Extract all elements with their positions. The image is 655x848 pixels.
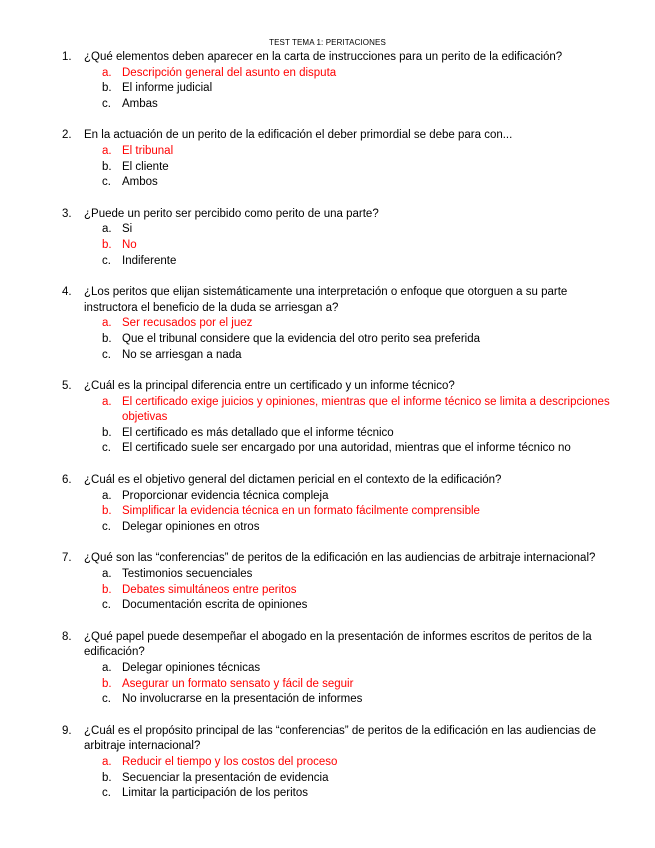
question-text: En la actuación de un perito de la edificación el deber primordial se debe para con...: [84, 129, 513, 142]
option-text: Proporcionar evidencia técnica compleja: [122, 489, 329, 502]
answer-option: [102, 441, 622, 457]
answer-option-correct: [102, 238, 622, 254]
option-text: Testimonios secuenciales: [122, 568, 253, 581]
option-letter: a.: [102, 489, 112, 502]
option-letter: c.: [102, 348, 111, 361]
option-letter: c.: [102, 520, 111, 533]
answer-option-correct: [102, 316, 622, 332]
option-letter: b.: [102, 771, 112, 784]
question-3: [62, 207, 622, 269]
question-text: ¿Puede un perito ser percibido como perito de una parte?: [84, 207, 379, 220]
option-text: Delegar opiniones técnicas: [122, 662, 261, 674]
question-5: [62, 379, 622, 457]
option-list: [62, 755, 622, 802]
option-text: Si: [122, 223, 133, 236]
question-number: 1.: [62, 51, 72, 63]
option-letter: a.: [102, 568, 112, 581]
answer-option-correct: [102, 144, 622, 160]
answer-option: [102, 175, 622, 191]
option-letter: c.: [102, 787, 111, 800]
option-text: El cliente: [122, 160, 169, 173]
answer-option: [102, 97, 622, 113]
option-letter: b.: [102, 426, 112, 439]
answer-option: [102, 160, 622, 176]
answer-option: [102, 598, 622, 614]
answer-option: [102, 348, 622, 364]
option-letter: b.: [102, 583, 112, 596]
answer-option-correct: [102, 504, 622, 520]
option-list: [62, 489, 622, 536]
option-letter: c.: [102, 97, 111, 110]
option-letter: b.: [102, 677, 112, 690]
option-text: Que el tribunal considere que la evidencia del otro perito sea preferida: [122, 332, 480, 345]
answer-option: [102, 786, 622, 802]
option-text: El tribunal: [122, 144, 174, 157]
answer-option: [102, 489, 622, 505]
option-list: [62, 316, 622, 363]
question-number: 4.: [62, 286, 72, 299]
option-list: [62, 661, 622, 708]
option-list: [62, 395, 622, 457]
option-list: [62, 144, 622, 191]
option-text: Reducir el tiempo y los costos del proceso: [122, 755, 338, 768]
question-text: ¿Cuál es el propósito principal de las “conferencias” de peritos de la edificación en las audiencias de arbitraje internacional?: [84, 724, 597, 753]
option-text: Ser recusados por el juez: [122, 317, 253, 330]
option-text: No se arriesgan a nada: [122, 348, 242, 361]
option-text: Debates simultáneos entre peritos: [122, 583, 297, 596]
question-4: [62, 285, 622, 363]
question-number: 5.: [62, 380, 72, 393]
option-text: Asegurar un formato sensato y fácil de seguir: [122, 677, 354, 690]
question-text: ¿Qué son las “conferencias” de peritos de la edificación en las audiencias de arbitraje internacional?: [84, 552, 596, 565]
question-list: [62, 50, 622, 818]
option-letter: b.: [102, 505, 112, 518]
answer-option: [102, 81, 622, 97]
answer-option: [102, 222, 622, 238]
answer-option: [102, 692, 622, 708]
option-letter: a.: [102, 223, 112, 236]
option-text: Documentación escrita de opiniones: [122, 599, 308, 612]
question-number: 6.: [62, 474, 72, 487]
question-text: ¿Cuál es la principal diferencia entre un certificado y un informe técnico?: [84, 380, 455, 393]
option-text: Delegar opiniones en otros: [122, 520, 260, 533]
answer-option: [102, 426, 622, 442]
document-title: TEST TEMA 1: PERITACIONES: [269, 38, 386, 47]
option-text: El certificado es más detallado que el informe técnico: [122, 426, 394, 439]
option-letter: a.: [102, 395, 112, 408]
question-6: [62, 473, 622, 535]
option-list: [62, 66, 622, 113]
question-1: [62, 50, 622, 112]
option-letter: c.: [102, 599, 111, 612]
option-letter: c.: [102, 442, 111, 455]
option-letter: b.: [102, 160, 112, 173]
question-text: ¿Qué papel puede desempeñar el abogado en la presentación de informes escritos de peritos de la edificación?: [84, 630, 592, 659]
answer-option-correct: [102, 66, 622, 82]
option-letter: b.: [102, 332, 112, 345]
option-text: Indiferente: [122, 254, 177, 267]
option-letter: a.: [102, 66, 112, 79]
option-letter: a.: [102, 662, 112, 674]
option-letter: a.: [102, 755, 112, 768]
question-text: ¿Los peritos que elijan sistemáticamente una interpretación o enfoque que otorguen a su parte instructora el beneficio de la duda se arriesgan a?: [84, 286, 568, 314]
option-text: Simplificar la evidencia técnica en un formato fácilmente comprensible: [122, 505, 480, 518]
question-9: [62, 724, 622, 802]
option-text: No involucrarse en la presentación de informes: [122, 693, 363, 706]
answer-option-correct: [102, 755, 622, 771]
option-text: No: [122, 238, 137, 251]
option-letter: a.: [102, 144, 112, 157]
question-2: [62, 128, 622, 190]
question-text: ¿Cuál es el objetivo general del dictamen pericial en el contexto de la edificación?: [84, 474, 502, 487]
answer-option: [102, 254, 622, 270]
option-text: El certificado suele ser encargado por una autoridad, mientras que el informe técnico no: [122, 442, 571, 455]
question-number: 3.: [62, 207, 72, 220]
answer-option-correct: [102, 677, 622, 693]
option-text: El informe judicial: [122, 82, 213, 95]
option-text: El certificado exige juicios y opiniones, mientras que el informe técnico se limita a descripciones objetivas: [122, 395, 610, 424]
answer-option: [102, 567, 622, 583]
answer-option-correct: [102, 583, 622, 599]
option-letter: b.: [102, 238, 112, 251]
question-7: [62, 551, 622, 613]
question-number: 9.: [62, 724, 72, 737]
option-letter: c.: [102, 176, 111, 189]
question-number: 8.: [62, 630, 72, 643]
question-number: 7.: [62, 552, 72, 565]
answer-option-correct: [102, 395, 622, 426]
option-text: Ambos: [122, 176, 158, 189]
question-text: ¿Qué elementos deben aparecer en la carta de instrucciones para un perito de la edificación?: [84, 51, 563, 63]
option-text: Limitar la participación de los peritos: [122, 787, 309, 800]
option-text: Secuenciar la presentación de evidencia: [122, 771, 329, 784]
question-8: [62, 630, 622, 708]
question-number: 2.: [62, 129, 72, 142]
answer-option: [102, 661, 622, 677]
option-list: [62, 222, 622, 269]
option-letter: a.: [102, 317, 112, 330]
option-letter: b.: [102, 82, 112, 95]
answer-option: [102, 520, 622, 536]
option-letter: c.: [102, 254, 111, 267]
answer-option: [102, 332, 622, 348]
option-letter: c.: [102, 693, 111, 706]
option-list: [62, 567, 622, 614]
answer-option: [102, 771, 622, 787]
option-text: Descripción general del asunto en disputa: [122, 66, 337, 79]
option-text: Ambas: [122, 97, 158, 110]
